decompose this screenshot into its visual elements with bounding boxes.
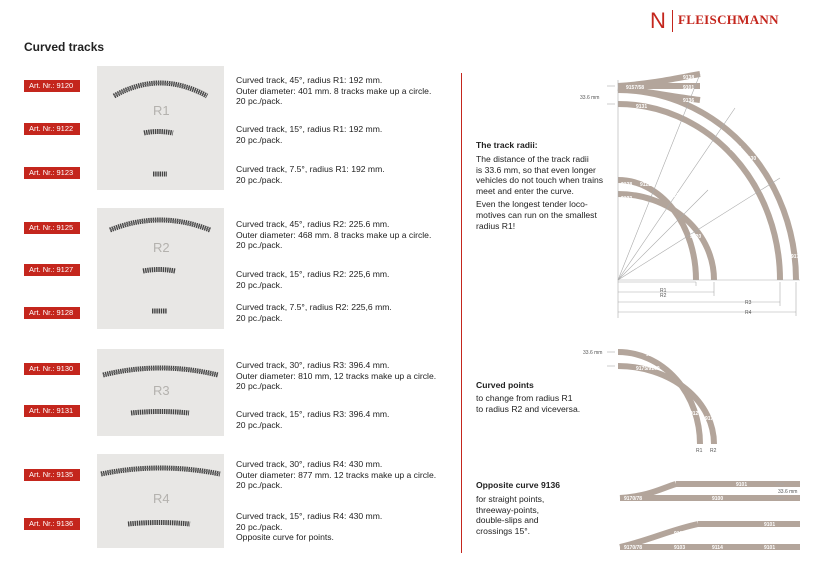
track-label: 9136: [683, 98, 695, 104]
art-number-9131: Art. Nr.: 9131: [24, 405, 80, 417]
points-heading: Curved points: [476, 380, 534, 390]
track-label: 9174/9168: [705, 416, 729, 422]
desc-line: 20 pc./pack.: [236, 279, 283, 290]
desc-line: Outer diameter: 810 mm, 12 tracks make up a circle.: [236, 370, 437, 381]
track-panel-r4: [97, 454, 224, 548]
radius-r2-label: R2: [710, 448, 717, 454]
art-number-9125: Art. Nr.: 9125: [24, 222, 80, 234]
track-label: 9120: [690, 234, 702, 240]
desc-line: Curved track, 30°, radius R4: 430 mm.: [236, 459, 383, 469]
brand-divider: [672, 10, 673, 32]
desc-line: Curved track, 7.5°, radius R2: 225,6 mm.: [236, 302, 392, 312]
text-line: to change from radius R1: [476, 393, 573, 403]
track-label: 9127: [668, 193, 680, 199]
track-label: 9101: [764, 545, 776, 551]
track-label: 9125: [706, 232, 718, 238]
track-label: 9157/58: [626, 85, 645, 91]
track-image-r1: [97, 66, 224, 190]
text-line: radius R1!: [476, 220, 516, 231]
track-label: 9103: [674, 545, 686, 551]
track-description: [236, 269, 389, 290]
art-number-9123: Art. Nr.: 9123: [24, 167, 80, 179]
spacing-label: 33.6 mm: [778, 489, 798, 495]
track-description: [236, 75, 431, 107]
track-label: 9125: [646, 352, 658, 358]
art-number-9130: Art. Nr.: 9130: [24, 363, 80, 375]
track-label: 9170/78: [624, 545, 643, 551]
desc-line: Curved track, 30°, radius R3: 396.4 mm.: [236, 360, 390, 370]
text-line: for straight points,: [476, 494, 545, 504]
desc-line: Curved track, 45°, radius R2: 225.6 mm.: [236, 219, 390, 229]
radius-r1-label: R1: [660, 288, 667, 294]
radius-r1-label: R1: [696, 448, 703, 454]
points-description: [476, 393, 580, 414]
page-title: Curved tracks: [24, 40, 105, 54]
radii-heading: The track radii:: [476, 140, 538, 150]
track-description: [236, 219, 431, 251]
radius-r2-label: R2: [660, 293, 667, 299]
panel-label-r2: R2: [153, 240, 170, 255]
desc-line: 20 pc./pack.: [236, 134, 283, 145]
desc-line: Outer diameter: 877 mm. 12 tracks make up a circle.: [236, 469, 437, 480]
opposite-description: [476, 494, 544, 536]
desc-line: 20 pc./pack.: [236, 480, 283, 491]
desc-line: Curved track, 45°, radius R1: 192 mm.: [236, 75, 383, 85]
radius-r3-label: R3: [745, 300, 752, 306]
track-image-r2: [97, 208, 224, 329]
panel-label-r3: R3: [153, 383, 170, 398]
track-description: [236, 124, 382, 145]
track-panel-r1: [97, 66, 224, 190]
spacing-label: 33.6 mm: [580, 95, 600, 101]
track-label: 9114: [712, 545, 723, 551]
track-radii-diagram: [565, 64, 821, 322]
text-line: crossings 15°.: [476, 525, 531, 536]
art-number-9128: Art. Nr.: 9128: [24, 307, 80, 319]
track-description: [236, 360, 436, 392]
track-label: 9131: [636, 104, 648, 110]
text-line: Even the longest tender loco-: [476, 199, 588, 210]
spacing-label: 33.6 mm: [583, 350, 603, 356]
text-line: vehicles do not touch when trains: [476, 175, 604, 186]
desc-line: Curved track, 15°, radius R4: 430 mm.: [236, 511, 383, 521]
art-number-9135: Art. Nr.: 9135: [24, 469, 80, 481]
desc-line: 20 pc./pack.: [236, 174, 283, 185]
track-description: [236, 459, 436, 491]
track-label: 9170/9178: [791, 254, 815, 260]
track-label: 9122: [640, 182, 652, 188]
desc-line: 20 pc./pack.: [236, 521, 283, 532]
opposite-curve-diagram: [600, 470, 821, 555]
text-line: The distance of the track radii: [476, 154, 589, 164]
art-number-9136: Art. Nr.: 9136: [24, 518, 80, 530]
track-label: 9170/78: [624, 496, 643, 502]
desc-line: 20 pc./pack.: [236, 96, 283, 107]
track-label: 9102: [674, 531, 686, 537]
desc-line: 20 pc./pack.: [236, 312, 283, 323]
radius-r4-label: R4: [745, 310, 752, 316]
desc-line: Outer diameter: 468 mm. 8 tracks make up a circle.: [236, 229, 432, 240]
track-description: [236, 164, 385, 185]
track-panel-r3: [97, 349, 224, 436]
art-number-9127: Art. Nr.: 9127: [24, 264, 80, 276]
desc-line: Opposite curve for points.: [236, 532, 334, 543]
desc-line: 20 pc./pack.: [236, 240, 283, 251]
text-line: is 33.6 mm, so that even longer: [476, 164, 596, 175]
text-line: motives can run on the smallest: [476, 209, 597, 220]
track-label: 9100: [712, 496, 724, 502]
track-label: 9135: [730, 146, 742, 152]
curved-points-diagram: [575, 338, 729, 458]
track-label: 9130: [745, 156, 757, 162]
track-label: 9128: [621, 182, 633, 188]
brand-letter: N: [650, 8, 666, 33]
desc-line: Curved track, 15°, radius R2: 225,6 mm.: [236, 269, 390, 279]
desc-line: Curved track, 7.5°, radius R1: 192 mm.: [236, 164, 385, 174]
desc-line: 20 pc./pack.: [236, 381, 283, 392]
desc-line: 20 pc./pack.: [236, 419, 283, 430]
track-label: 9123: [621, 196, 633, 202]
track-description: [236, 511, 382, 543]
track-panel-r2: [97, 208, 224, 329]
brand-name: FLEISCHMANN: [678, 12, 779, 27]
panel-label-r4: R4: [153, 491, 170, 506]
panel-label-r1: R1: [153, 103, 170, 118]
art-number-9120: Art. Nr.: 9120: [24, 80, 80, 92]
track-label: 9120: [690, 411, 702, 417]
opposite-heading: Opposite curve 9136: [476, 480, 561, 490]
text-line: double-slips and: [476, 515, 539, 526]
track-label: 9101: [764, 522, 776, 528]
track-description: [236, 409, 389, 430]
text-line: meet and enter the curve.: [476, 185, 574, 196]
desc-line: Outer diameter: 401 mm. 8 tracks make up a circle.: [236, 85, 432, 96]
track-label: 9138: [683, 75, 695, 81]
track-label: 9101: [736, 482, 748, 488]
track-label: 9101: [683, 85, 695, 91]
track-label: 9175/9169: [636, 366, 660, 372]
art-number-9122: Art. Nr.: 9122: [24, 123, 80, 135]
text-line: to radius R2 and viceversa.: [476, 403, 581, 414]
text-line: threeway-points,: [476, 504, 540, 515]
desc-line: Curved track, 15°, radius R1: 192 mm.: [236, 124, 383, 134]
track-description: [236, 302, 392, 323]
column-divider: [461, 73, 462, 553]
desc-line: Curved track, 15°, radius R3: 396.4 mm.: [236, 409, 390, 419]
